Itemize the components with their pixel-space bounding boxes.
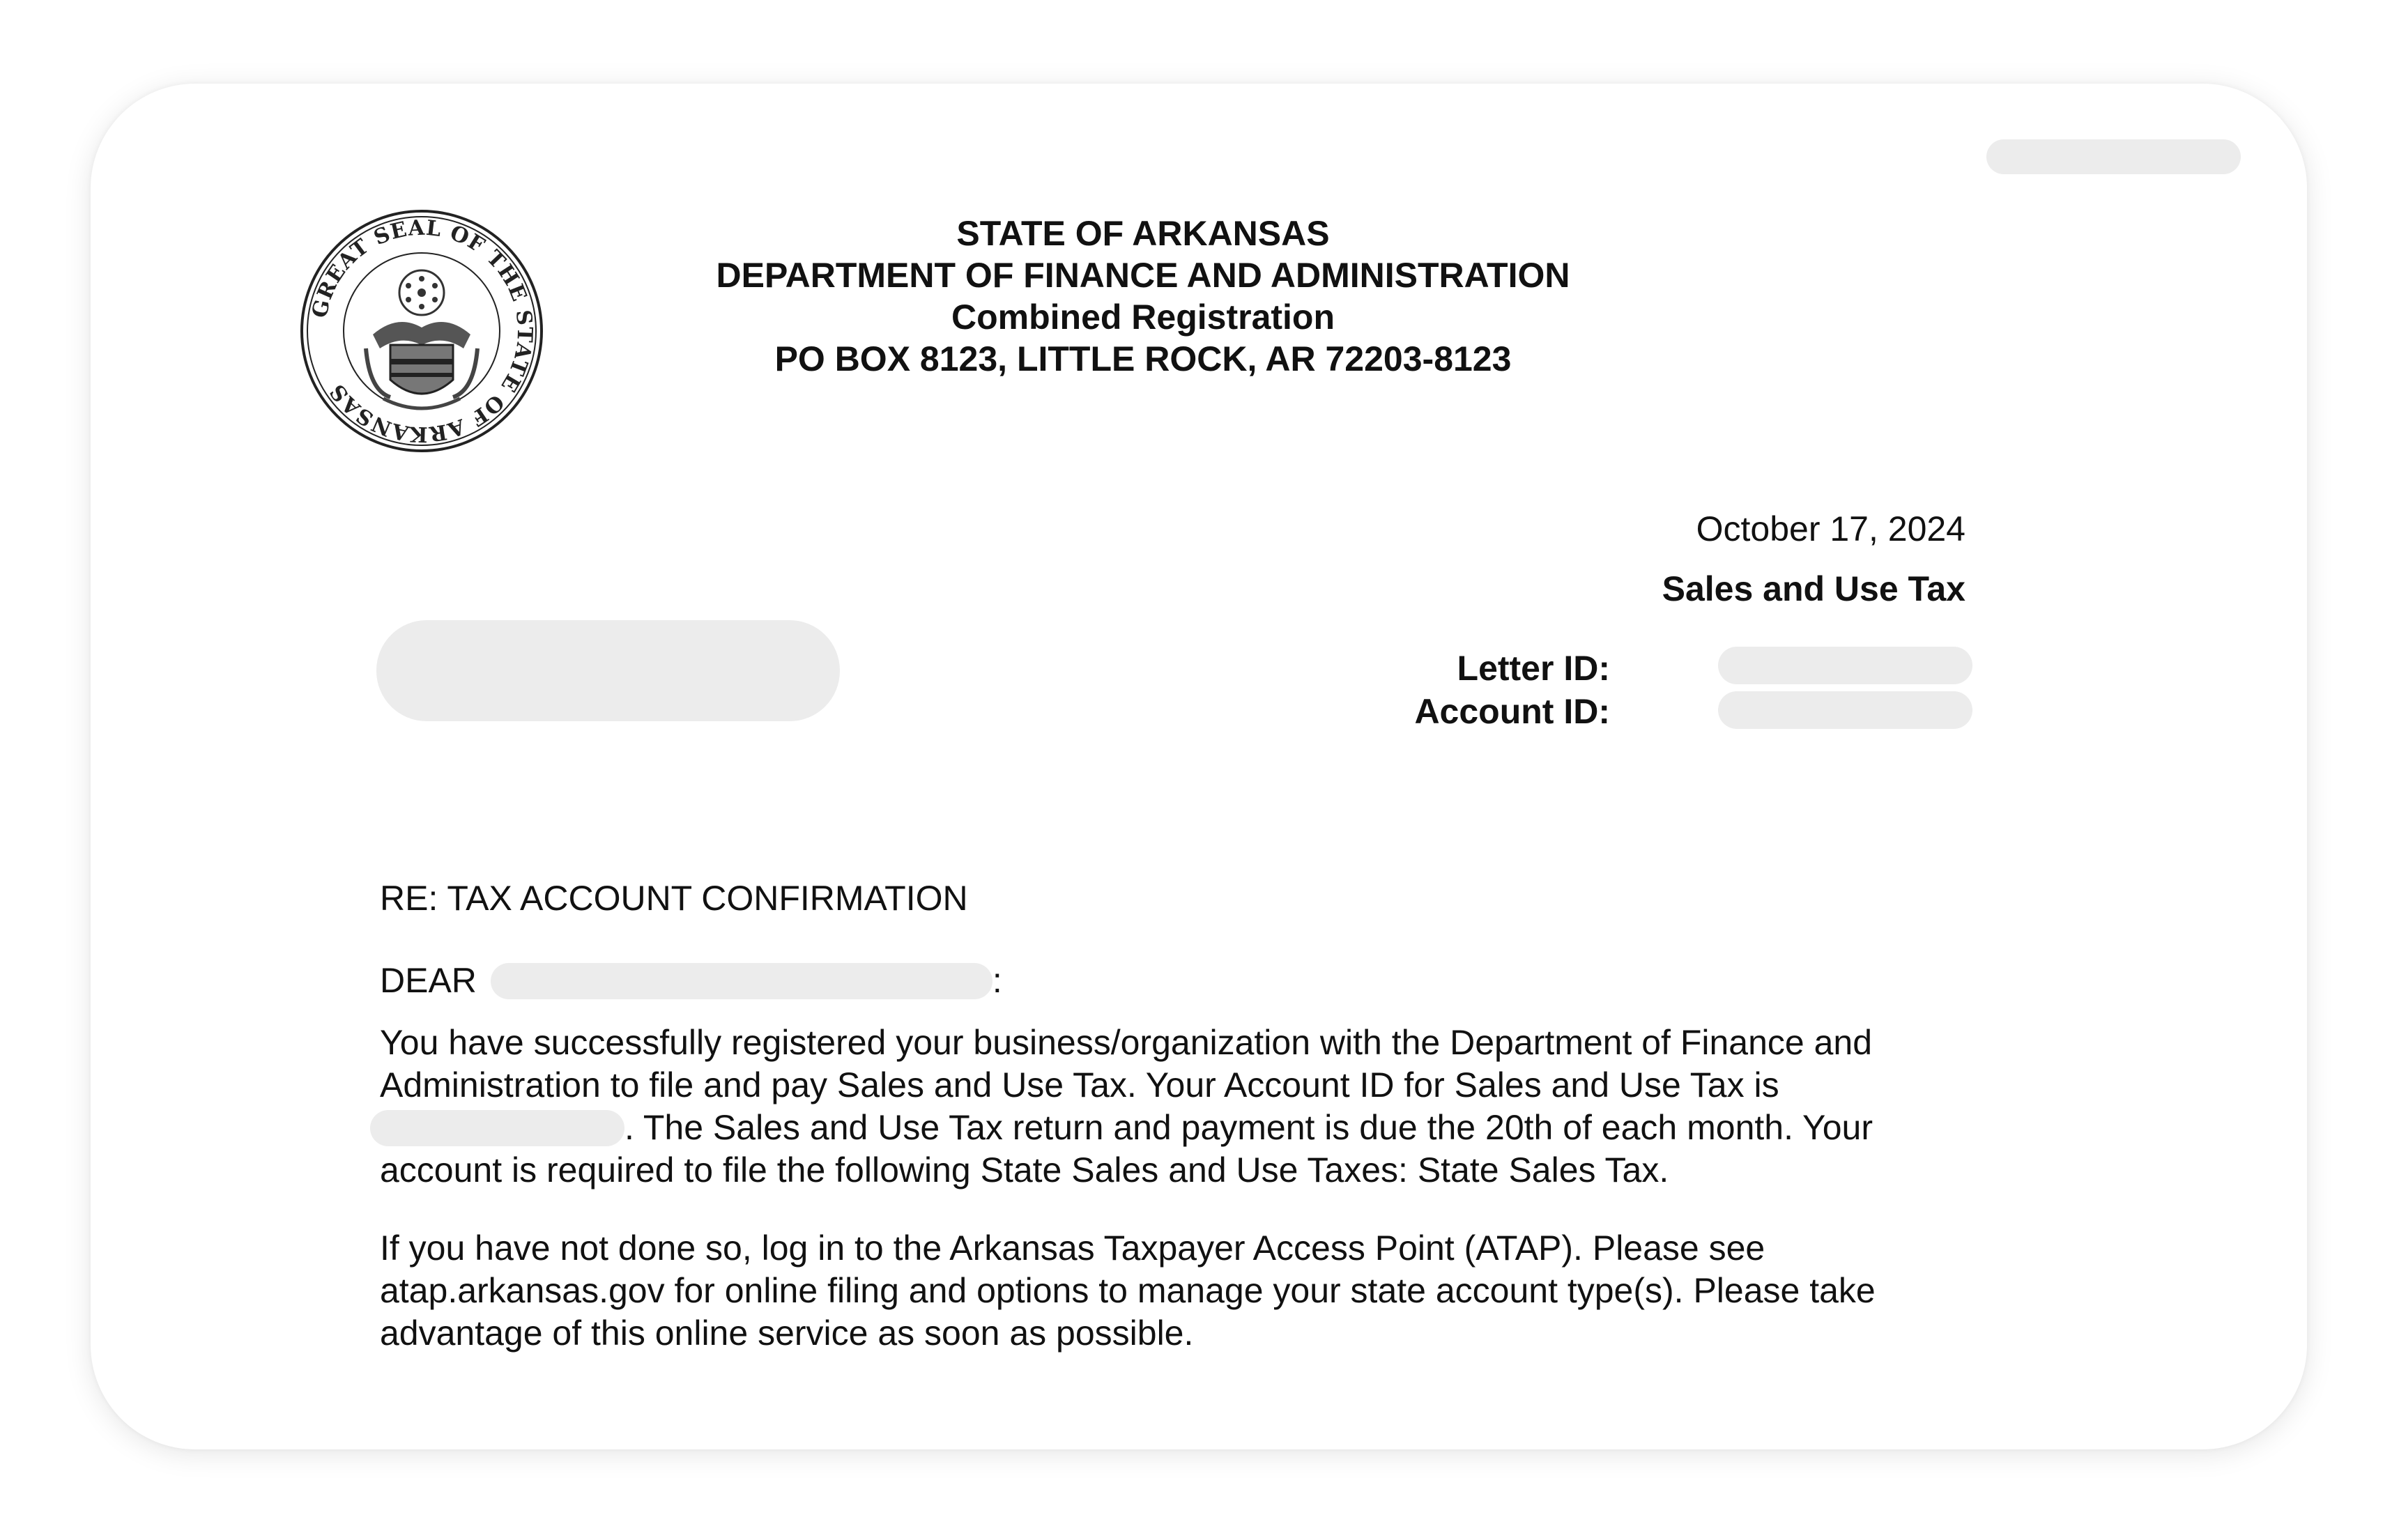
redacted-recipient-name [491,963,992,999]
letterhead-department: DEPARTMENT OF FINANCE AND ADMINISTRATION [716,256,1570,295]
paragraph-line: atap.arkansas.gov for online filing and options to manage your state account type(s). Please take [380,1271,1876,1310]
salutation-suffix: : [992,961,1002,1000]
paragraph-line: Administration to file and pay Sales and Use Tax. Your Account ID for Sales and Use Tax is [380,1065,1779,1104]
salutation [380,960,1002,1001]
paragraph-atap [380,1227,1876,1355]
seal-text-right: OF ARKANSAS [325,378,509,447]
redacted-top-right [1986,139,2241,174]
redacted-account-id [1718,691,1972,729]
redacted-account-id-inline [370,1110,624,1146]
paragraph-line: If you have not done so, log in to the Arkansas Taxpayer Access Point (ATAP). Please see [380,1229,1765,1268]
letterhead-address: PO BOX 8123, LITTLE ROCK, AR 72203-8123 [774,339,1512,378]
letterhead-state: STATE OF ARKANSAS [956,214,1330,253]
account-id-label: Account ID: [1414,692,1610,731]
letter-card [91,84,2307,1449]
redacted-recipient-address [376,620,840,721]
letter-date: October 17, 2024 [1696,509,1965,548]
tax-type: Sales and Use Tax [1662,569,1965,608]
paragraph-line: account is required to file the following State Sales and Use Taxes: State Sales Tax. [380,1150,1669,1189]
paragraph-line: You have successfully registered your business/organization with the Department of Finance and [380,1023,1873,1062]
letter-id-label: Letter ID: [1457,649,1610,688]
redacted-letter-id [1718,647,1972,684]
state-seal-icon [300,209,544,453]
subject-line: RE: TAX ACCOUNT CONFIRMATION [380,879,968,918]
paragraph-registration [380,1022,1873,1192]
seal-text-left: GREAT SEAL OF [307,215,490,321]
letterhead [509,213,1777,380]
salutation-prefix: DEAR [380,961,477,1000]
seal-text-top: THE STATE [481,245,537,396]
paragraph-line: advantage of this online service as soon as possible. [380,1314,1194,1353]
letterhead-division: Combined Registration [951,298,1335,337]
paragraph-line: . The Sales and Use Tax return and payment is due the 20th of each month. Your [380,1107,1873,1149]
